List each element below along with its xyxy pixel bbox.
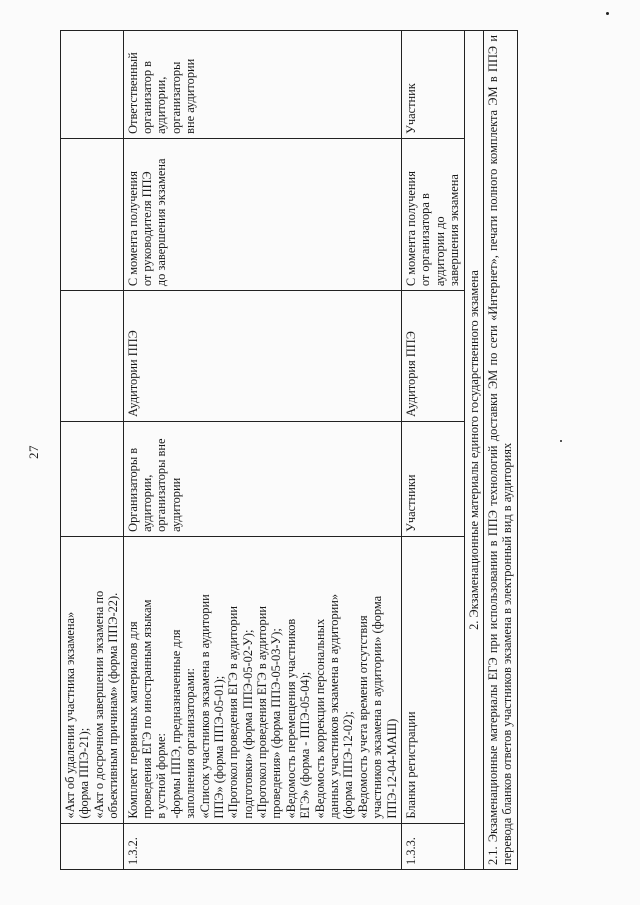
cell-where: Аудитория ППЭ [401, 291, 464, 422]
page-number: 27 [26, 445, 41, 459]
text-line: до завершения экзамена [154, 158, 169, 287]
text-line: С момента получения [125, 171, 140, 287]
text-line: вне аудитории [183, 58, 198, 134]
rotated-table-area [60, 30, 530, 870]
text-line: (форма ППЭ-21); [77, 727, 92, 819]
text-line: ППЭ» (форма ППЭ-05-01); [211, 675, 226, 819]
text-line: данных участников экзамена в аудитории» [327, 593, 342, 819]
text-line: подготовки» (форма ППЭ-05-02-У); [240, 629, 255, 819]
cell-when [123, 138, 401, 290]
text-line: завершения экзамена [447, 174, 462, 287]
text-line: объективным причинам» (форма ППЭ-22). [106, 592, 121, 819]
cell-document-list [123, 536, 401, 823]
text-line: организаторы [168, 61, 183, 134]
text-line: от руководителя ППЭ [139, 171, 154, 287]
scan-speck [606, 12, 609, 15]
cell-responsible [61, 31, 124, 139]
cell-number: 1.3.2. [123, 823, 401, 869]
text-line: проведения ЕГЭ по иностранным языкам [139, 599, 154, 819]
materials-table [60, 30, 518, 870]
text-line: «Протокол проведения ЕГЭ в аудитории [255, 606, 270, 819]
text-line: Комплект первичных материалов для [125, 621, 140, 819]
text-line: «Акт об удалении участника экзамена» [63, 611, 77, 819]
section-heading-row [464, 31, 483, 870]
text-line: аудитории, [139, 474, 154, 532]
text-line: проведения» (форма ППЭ-05-03-У); [269, 628, 284, 819]
text-line: «Ведомость перемещения участников [283, 618, 298, 819]
cell-responsible: Участник [401, 31, 464, 139]
subsection-heading-row [483, 31, 517, 870]
text-line: «Акт о досрочном завершении экзамена по [91, 590, 106, 819]
text-line: организаторы вне [154, 438, 169, 532]
cell-responsible [123, 31, 401, 139]
text-line: -формы ППЭ, предназначенные для [168, 629, 183, 819]
text-line: аудитории, [154, 76, 169, 134]
text-line: (форма ППЭ-12-02); [341, 711, 356, 819]
section-heading: 2. Экзаменационные материалы единого государственного экзамена [464, 31, 483, 870]
cell-who [123, 421, 401, 536]
text-line: ППЭ-12-04-МАШ) [384, 718, 399, 819]
cell-when [401, 138, 464, 290]
text-line: аудитории до [432, 216, 447, 287]
text-line: от организатора в [418, 193, 433, 287]
cell-document-list [61, 536, 124, 823]
subsection-heading: 2.1. Экзаменационные материалы ЕГЭ при использовании в ППЭ технологий доставки ЭМ по сети «Интернет», печати полного комплекта ЭМ в ППЭ и перевода бланков ответов участников экзамена в электронный вид в аудиториях [483, 31, 517, 870]
table-row-1-3-2 [123, 31, 401, 870]
cell-where [61, 291, 124, 422]
text-line: «Протокол проведения ЕГЭ в аудитории [226, 606, 241, 819]
cell-number: 1.3.3. [401, 823, 464, 869]
table-row-1-3-3 [401, 31, 464, 870]
text-line: С момента получения [403, 171, 418, 287]
cell-who [61, 421, 124, 536]
text-line: ЕГЭ» (форма - ППЭ-05-04); [298, 671, 313, 819]
text-line: Ответственный [125, 52, 140, 134]
scan-speck [560, 440, 562, 442]
cell-when [61, 138, 124, 290]
text-line: «Ведомость учета времени отсутствия [355, 615, 370, 819]
text-line: «Список участников экзамена в аудитории [197, 594, 212, 819]
cell-where: Аудитории ППЭ [123, 291, 401, 422]
cell-who: Участники [401, 421, 464, 536]
cell-number [61, 823, 124, 869]
text-line: Организаторы в [125, 447, 140, 532]
text-line: организатор в [139, 60, 154, 134]
text-line: аудитории [168, 477, 183, 532]
text-line: «Ведомость коррекции персональных [312, 618, 327, 819]
text-line: заполнения организаторами: [183, 667, 198, 819]
rotated-table-frame [60, 30, 530, 870]
cell-document-list: Бланки регистрации [401, 536, 464, 823]
table-row-continuation [61, 31, 124, 870]
text-line: в устной форме: [154, 732, 169, 819]
text-line: участников экзамена в аудитории» (форма [370, 595, 385, 819]
